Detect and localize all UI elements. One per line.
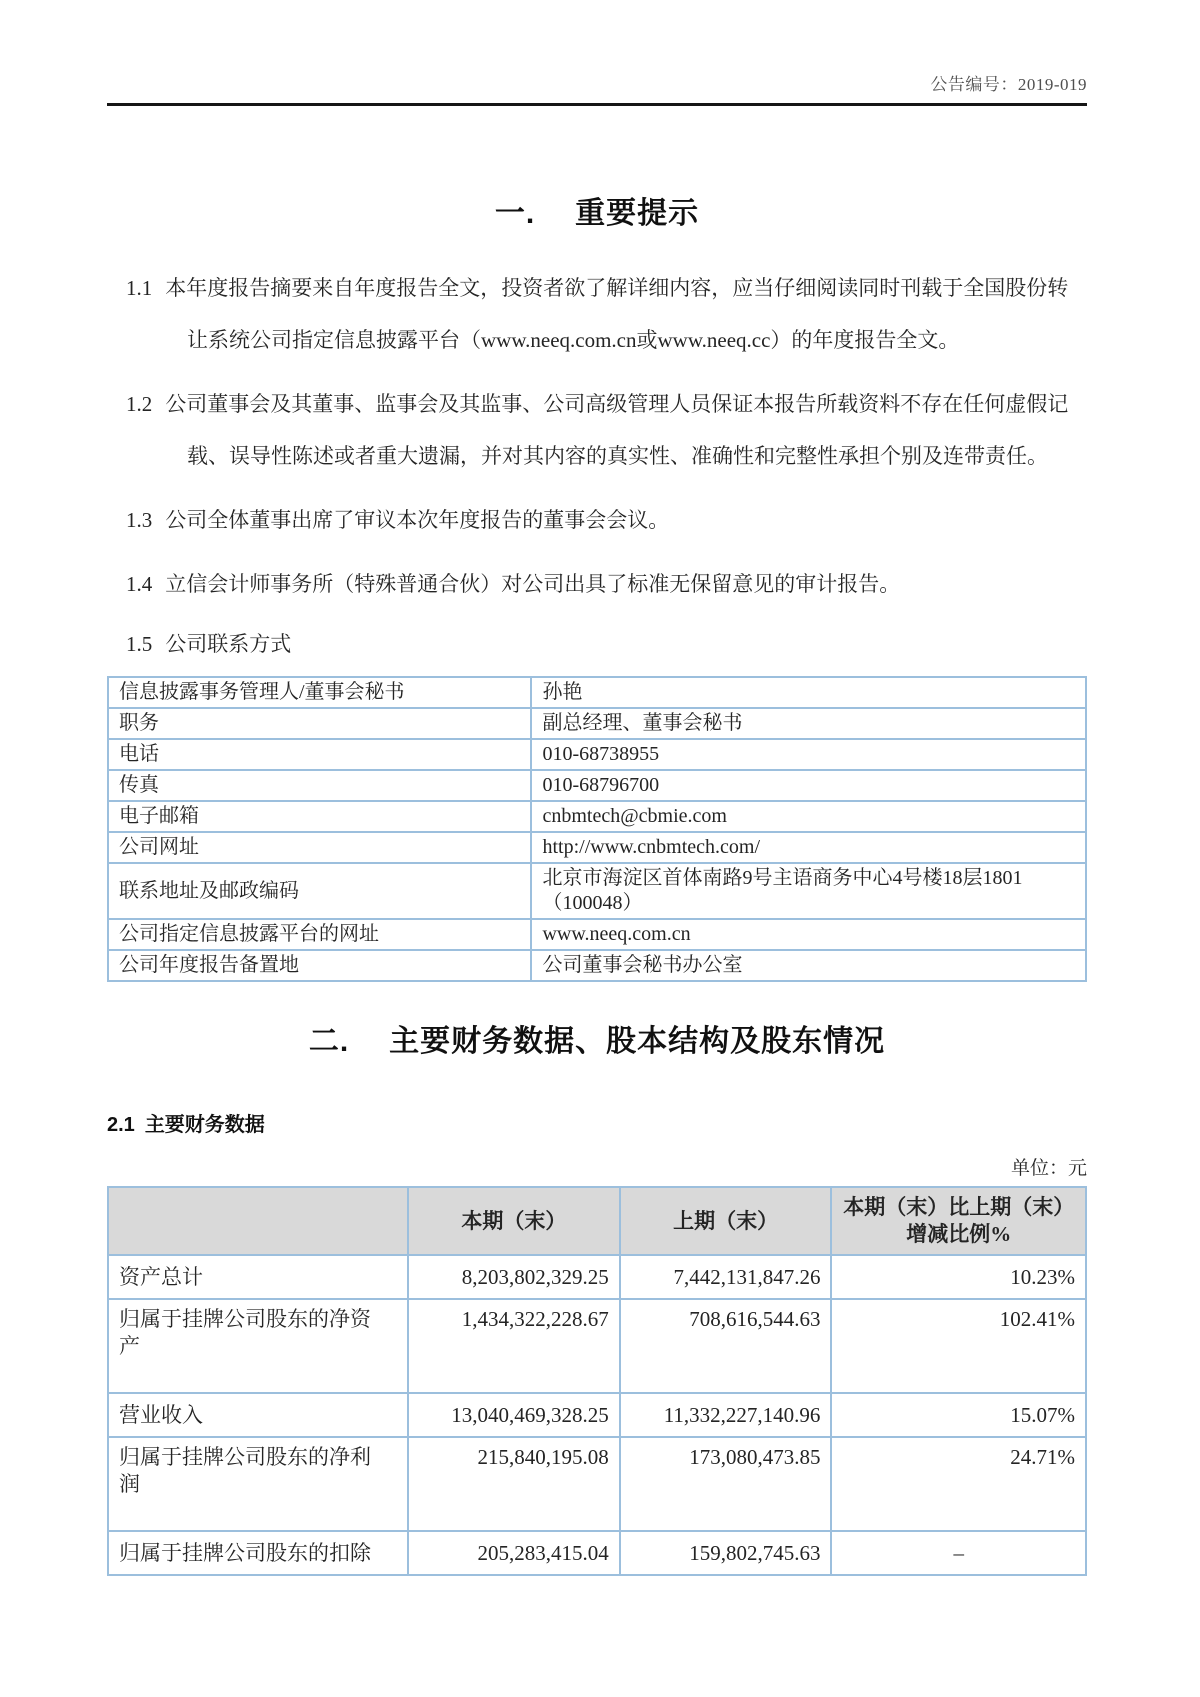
section1-heading [107,188,1087,232]
fin-label: 资产总计 [108,1255,408,1299]
subsection-label: 主要财务数据 [144,1114,265,1136]
paragraph-1-4 [126,558,1087,610]
header-cell-current: 本期（末） [408,1187,620,1255]
fin-change-value: – [831,1531,1086,1575]
table-row [108,770,1086,801]
paragraph-number: 1.4 [126,572,153,596]
fin-label-text: 归属于挂牌公司股东的净利润 [119,1445,371,1496]
contact-value: www.neeq.com.cn [531,919,1086,950]
paragraph-1-5 [126,622,1087,666]
fin-current-value: 8,203,802,329.25 [408,1255,620,1299]
fin-current-value: 1,434,322,228.67 [408,1299,620,1393]
fin-change-value: 102.41% [831,1299,1086,1393]
paragraph-number: 1.2 [126,392,153,416]
fin-prior-value: 159,802,745.63 [620,1531,832,1575]
fin-prior-value: 708,616,544.63 [620,1299,832,1393]
paragraph-1-3 [126,494,1087,546]
section1-title: 重要提示 [575,197,700,230]
paragraph-text: 公司联系方式 [165,632,292,656]
paragraph-text: 公司董事会及其董事、监事会及其监事、公司高级管理人员保证本报告所载资料不存在任何虚假记载、误导性陈述或者重大遗漏，并对其内容的真实性、准确性和完整性承担个别及连带责任。 [165,392,1069,468]
contact-value: 010-68796700 [531,770,1086,801]
table-row [108,919,1086,950]
contact-label: 公司网址 [108,832,531,863]
table-row [108,1393,1086,1437]
contact-label: 电话 [108,739,531,770]
fin-current-value: 215,840,195.08 [408,1437,620,1531]
table-row [108,1437,1086,1531]
table-row [108,739,1086,770]
header-divider-rule [107,103,1087,106]
fin-change-value: 15.07% [831,1393,1086,1437]
fin-prior-value: 11,332,227,140.96 [620,1393,832,1437]
section2-title: 主要财务数据、股本结构及股东情况 [389,1025,886,1058]
table-row [108,1531,1086,1575]
fin-label [108,1437,408,1531]
fin-current-value: 205,283,415.04 [408,1531,620,1575]
contact-label: 公司年度报告备置地 [108,950,531,981]
paragraph-1-1 [126,262,1087,366]
section2-number: 二. [308,1025,350,1058]
fin-label [108,1299,408,1393]
table-row [108,950,1086,981]
contact-value: 孙艳 [531,677,1086,708]
contact-label: 传真 [108,770,531,801]
subsection-number: 2.1 [107,1114,135,1136]
contact-label: 公司指定信息披露平台的网址 [108,919,531,950]
contact-label: 联系地址及邮政编码 [108,863,531,919]
contact-label: 电子邮箱 [108,801,531,832]
financial-table [107,1186,1087,1576]
table-row [108,1255,1086,1299]
paragraph-text: 本年度报告摘要来自年度报告全文，投资者欲了解详细内容，应当仔细阅读同时刊载于全国股份转让系统公司指定信息披露平台（www.neeq.com.cn或www.neeq.cc）的年度报告全文。 [165,276,1069,352]
table-header-row [108,1187,1086,1255]
fin-label: 营业收入 [108,1393,408,1437]
table-row [108,1299,1086,1393]
contact-table [107,676,1087,982]
contact-value: 北京市海淀区首体南路9号主语商务中心4号楼18层1801（100048） [531,863,1086,919]
section2-heading [107,1016,1087,1060]
section1-number: 一. [494,197,536,230]
fin-change-value: 10.23% [831,1255,1086,1299]
contact-value: http://www.cnbmtech.com/ [531,832,1086,863]
paragraph-text: 公司全体董事出席了审议本次年度报告的董事会会议。 [165,508,670,532]
fin-change-value: 24.71% [831,1437,1086,1531]
subsection-title [107,1108,1087,1137]
table-row [108,863,1086,919]
contact-value: cnbmtech@cbmie.com [531,801,1086,832]
paragraph-1-2 [126,378,1087,482]
header-cell-prior: 上期（末） [620,1187,832,1255]
fin-label: 归属于挂牌公司股东的扣除 [108,1531,408,1575]
contact-label: 职务 [108,708,531,739]
paragraph-text: 立信会计师事务所（特殊普通合伙）对公司出具了标准无保留意见的审计报告。 [165,572,901,596]
header-cell-empty [108,1187,408,1255]
fin-current-value: 13,040,469,328.25 [408,1393,620,1437]
table-row [108,801,1086,832]
table-row [108,832,1086,863]
contact-value: 公司董事会秘书办公室 [531,950,1086,981]
paragraph-number: 1.1 [126,276,153,300]
unit-label: 单位：元 [1010,1158,1087,1179]
fin-prior-value: 7,442,131,847.26 [620,1255,832,1299]
announcement-number: 公告编号：2019-019 [930,75,1087,94]
table-row [108,677,1086,708]
paragraph-number: 1.3 [126,508,153,532]
fin-label-text: 归属于挂牌公司股东的净资产 [119,1307,371,1358]
contact-value: 010-68738955 [531,739,1086,770]
contact-label: 信息披露事务管理人/董事会秘书 [108,677,531,708]
paragraph-number: 1.5 [126,632,153,656]
contact-value: 副总经理、董事会秘书 [531,708,1086,739]
header-cell-change: 本期（末）比上期（末）增减比例% [831,1187,1086,1255]
table-row [108,708,1086,739]
fin-prior-value: 173,080,473.85 [620,1437,832,1531]
